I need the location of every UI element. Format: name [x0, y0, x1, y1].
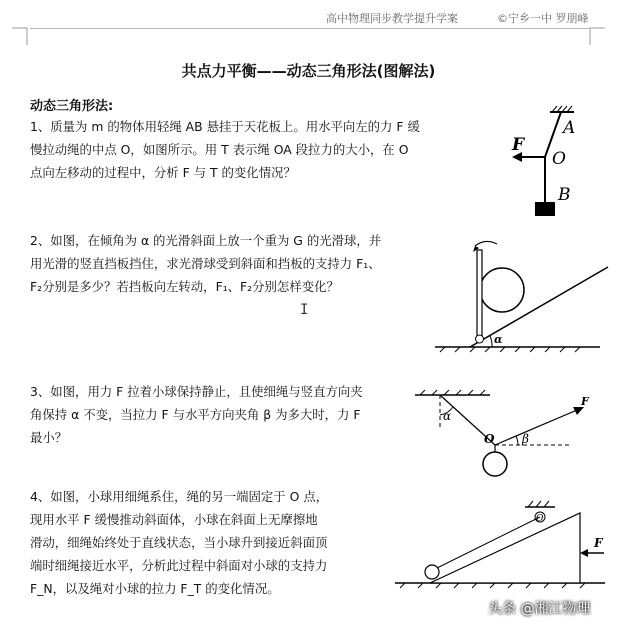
label-F: F [512, 135, 525, 155]
problem-1-line: 1、质量为 m 的物体用轻绳 AB 悬挂于天花板上。用水平向左的力 F 缓 [30, 119, 420, 134]
label-O: O [484, 432, 495, 446]
header-left: 高中物理同步教学提升学案 [326, 12, 458, 25]
label-O: O [536, 514, 544, 524]
label-B: B [558, 185, 571, 205]
problem-2-line: F₂分别是多少？若挡板向左转动，F₁、F₂分别怎样变化？ [30, 279, 339, 294]
page-corner-marks [0, 0, 617, 60]
problem-4-line: 端时细绳接近水平，分析此过程中斜面对小球的支持力 [30, 558, 328, 573]
figure-3 [410, 385, 600, 485]
figure-2 [430, 232, 615, 362]
problem-3-line: 最小？ [30, 430, 68, 445]
label-alpha: α [443, 409, 452, 423]
problem-1 [30, 115, 420, 184]
label-F: F [594, 536, 603, 550]
problem-4 [30, 485, 328, 600]
label-F: F [581, 395, 589, 408]
header-rule [30, 28, 590, 29]
section-heading: 动态三角形法: [30, 99, 114, 114]
text-cursor-icon: I [300, 302, 309, 318]
problem-1-line: 慢拉动绳的中点 O，如图所示。用 T 表示绳 OA 段拉力的大小，在 O [30, 142, 409, 157]
problem-4-line: F_N，以及绳对小球的拉力 F_T 的变化情况。 [30, 581, 280, 596]
label-A: A [563, 118, 576, 138]
problem-2 [30, 229, 381, 298]
page-title: 共点力平衡——动态三角形法(图解法) [181, 62, 436, 80]
watermark: 头条 @湘江物理 [488, 601, 591, 617]
problem-2-line: 用光滑的竖直挡板挡住，求光滑球受到斜面和挡板的支持力 F₁、 [30, 256, 381, 271]
label-beta: β [522, 432, 529, 446]
header-right: ©宁乡一中 罗朋峰 [497, 12, 589, 25]
figure-1 [490, 100, 600, 225]
label-alpha: α [494, 333, 503, 346]
figure-4 [390, 495, 615, 595]
label-O: O [552, 149, 566, 169]
problem-4-line: 4、如图，小球用细绳系住，绳的另一端固定于 O 点， [30, 489, 329, 504]
problem-3 [30, 380, 363, 449]
problem-3-line: 角保持 α 不变，当拉力 F 与水平方向夹角 β 为多大时，力 F [30, 407, 361, 422]
problem-3-line: 3、如图，用力 F 拉着小球保持静止，且使细绳与竖直方向夹 [30, 384, 363, 399]
problem-4-line: 现用水平 F 缓慢推动斜面体，小球在斜面上无摩擦地 [30, 512, 318, 527]
problem-2-line: 2、如图，在倾角为 α 的光滑斜面上放一个重为 G 的光滑球，并 [30, 233, 382, 248]
problem-1-line: 点向左移动的过程中，分析 F 与 T 的变化情况？ [30, 165, 296, 180]
problem-4-line: 滑动，细绳始终处于直线状态，当小球升到接近斜面顶 [30, 535, 328, 550]
